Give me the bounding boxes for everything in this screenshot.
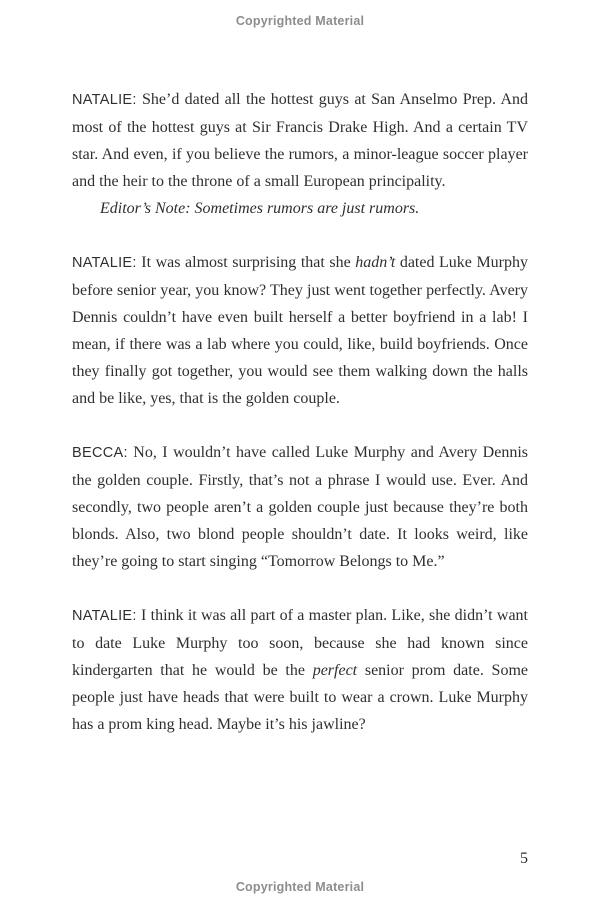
speaker-label: NATALIE: bbox=[72, 255, 137, 271]
dialogue-text: I think it was all part of a master plan. Like, she didn’t want to date Luke Murphy too soon, because she had known since kindergarten that he would be the bbox=[72, 607, 528, 679]
editors-note: Editor’s Note: Sometimes rumors are just rumors. bbox=[100, 200, 420, 217]
dialogue-text-block bbox=[72, 86, 528, 738]
dialogue-text: No, I wouldn’t have called Luke Murphy and Avery Dennis the golden couple. Firstly, that’s not a phrase I would use. Ever. And secondly, two people aren’t a golden couple just because they’re both blonds. Also, two blond people shouldn’t date. It looks weird, like they’re going to start singing “Tomorrow Belongs to Me.” bbox=[72, 444, 528, 570]
dialogue-paragraph bbox=[72, 86, 528, 195]
copyright-notice-top: Copyrighted Material bbox=[235, 14, 365, 28]
speaker-label: NATALIE: bbox=[72, 608, 137, 624]
copyright-notice-bottom: Copyrighted Material bbox=[235, 880, 365, 894]
page-number: 5 bbox=[520, 850, 528, 867]
dialogue-text: dated Luke Murphy before senior year, you know? They just went together perfectly. Avery Dennis couldn’t have even built herself a better boyfriend in a lab! I mean, if there was a lab where you could, like, build boyfriends. Once they finally got together, you would see them walking down the halls and be like, yes, that is the golden couple. bbox=[72, 254, 529, 407]
dialogue-text: senior prom date. Some people just have heads that were built to wear a crown. Luke Murphy has a prom king head. Maybe it’s his jawline? bbox=[72, 662, 528, 733]
dialogue-text: It was almost surprising that she bbox=[141, 254, 356, 271]
speaker-label: BECCA: bbox=[72, 445, 128, 461]
dialogue-paragraph bbox=[72, 602, 528, 738]
dialogue-paragraph bbox=[72, 249, 528, 412]
dialogue-text-italic: perfect bbox=[312, 662, 358, 679]
speaker-label: NATALIE: bbox=[72, 92, 137, 108]
dialogue-text-italic: hadn’t bbox=[355, 254, 396, 271]
dialogue-text: She’d dated all the hottest guys at San Anselmo Prep. And most of the hottest guys at Sir Francis Drake High. And a certain TV star. And even, if you believe the rumors, a minor-league soccer player and the heir to the throne of a small European principality. bbox=[72, 91, 528, 190]
dialogue-paragraph bbox=[72, 439, 528, 575]
